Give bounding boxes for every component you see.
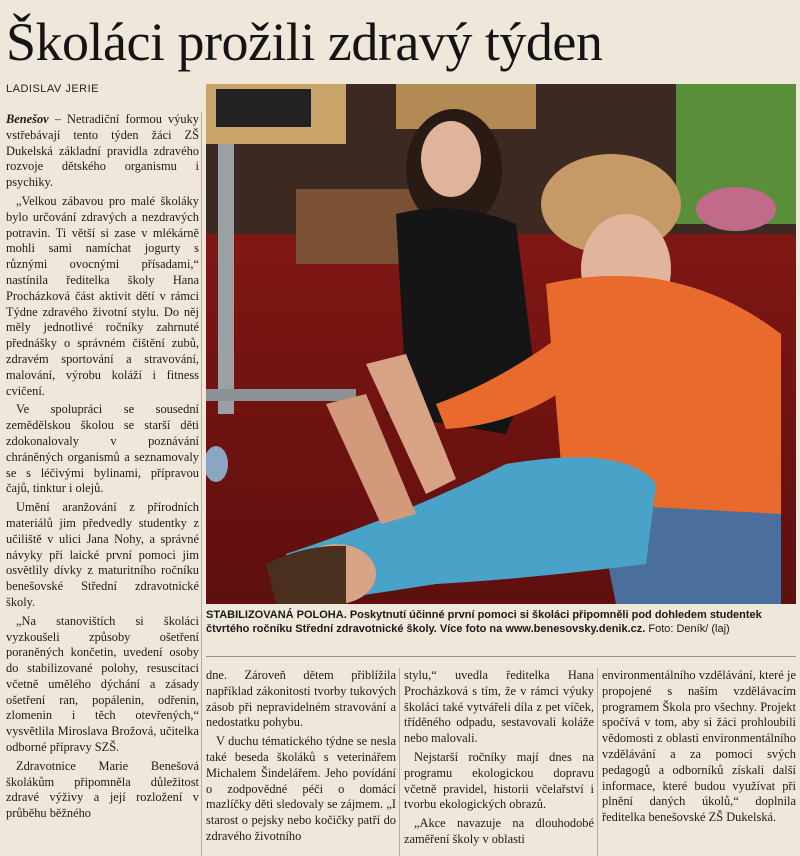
photo-caption [206,608,796,648]
article-column-4 [602,668,796,856]
column-divider [597,668,598,856]
article-column-1 [6,112,199,856]
paragraph: Nejstarší ročníky mají dnes na programu ekologickou dopravu včetně pravidel, historii včelařství i tvorbu ekologických obrazů. [404,749,594,812]
headline: Školáci prožili zdravý týden [6,12,603,72]
article-column-3 [404,668,594,856]
paragraph: Zdravotnice Marie Benešová školákům připomněla důležitost zdravé výživy a její rozložení v průběhu běžného [6,758,199,821]
dateline-place: Benešov [6,112,49,126]
caption-text: Poskytnutí účinné první pomoci si školáci připomněli pod dohledem studentek čtvrtého ročníku Střední zdravotnické školy. Více foto na www.benesovsky.denik.cz. [206,609,762,635]
article-photo [206,84,796,604]
paragraph: V duchu tématického týdne se nesla také beseda školáků s veterinářem Michalem Šindelářem. Jeho povídání o zodpovědné péči o domácí mazlíčky děti sledovaly se zájmem. „I starost o pejsky nebo kočičky patří do zdravého životního [206,734,396,843]
paragraph: „Na stanovištích si školáci vyzkoušeli způsoby ošetření poraněných končetin, uvedení osoby do stabilizované polohy, resuscitaci včetně umělého dýchání a zásady ošetření ran, popálenin, odřenin, zlomenin i těch otevřených,“ vysvětlila Miroslava Brožová, učitelka odborné přípravy SZŠ. [6,613,199,755]
column-divider [399,668,400,856]
byline: LADISLAV JERIE [6,83,99,95]
paragraph: dne. Zároveň dětem přiblížila například zákonitosti tvorby tukových zásob při nepravidelném stravování a nedostatku pohybu. [206,668,396,730]
paragraph: „Akce navazuje na dlouhodobé zaměření školy v oblasti [404,816,594,846]
paragraph: stylu,“ uvedla ředitelka Hana Procházková s tím, že v rámci výuky školáci také vytvářeli díla z pet víček, tříděného odpadu, sestavovali koláže nebo malovali. [404,668,594,746]
lead-paragraph [6,112,199,191]
lead-text: – Netradiční formou výuky vstřebávají tento týden žáci ZŠ Dukelská základní pravidla zdravého rozvoje dětského organismu i psychiky. [6,112,199,190]
paragraph: Umění aranžování z přírodních materiálů jim předvedly studentky z učiliště v ulici Jana Nohy, a správné návyky při laické první pomoci jim osvětlily dívky z maturitního ročníku benešovské Střední zdravotnické školy. [6,500,199,609]
photo-credit: Foto: Deník/ (laj) [645,623,730,635]
article-column-2 [206,668,396,856]
paragraph: environmentálního vzdělávání, které je propojené s naším vzdělávacím programem Škola pro všechny. Projekt spočívá v tom, aby si žáci prohloubili vědomosti z oblasti environmentálního vzdělávání a za pomoci svých pedagogů a odborníků získali další informace, které budou využívat při plnění daných úkolů,“ doplnila ředitelka benešovské ZŠ Dukelská. [602,668,796,825]
column-divider [201,112,202,856]
caption-title: STABILIZOVANÁ POLOHA. [206,609,347,621]
paragraph: Ve spolupráci se sousední zemědělskou školou se starší děti zdokonalovaly v poznávání chráněných organismů a seznamovaly se s léčivými bylinami, přípravou čajů, tinktur i olejů. [6,402,199,496]
caption-divider [206,656,796,657]
paragraph: „Velkou zábavou pro malé školáky bylo určování zdravých a nezdravých potravin. Ti větší si zase v mlékárně mohli sami namíchat jogurty s různými ovocnými přísadami,“ nastínila ředitelka školy Hana Procházková část aktivit dětí v rámci Týdne zdravého životní stylu. Do něj měly jednotlivé ročníky zahrnuté přednášky o správném čištění zubů, zdravém sportování a stravování, malování, výrobu koláží i fitness cvičení. [6,193,199,398]
photo-illustration [206,84,796,604]
